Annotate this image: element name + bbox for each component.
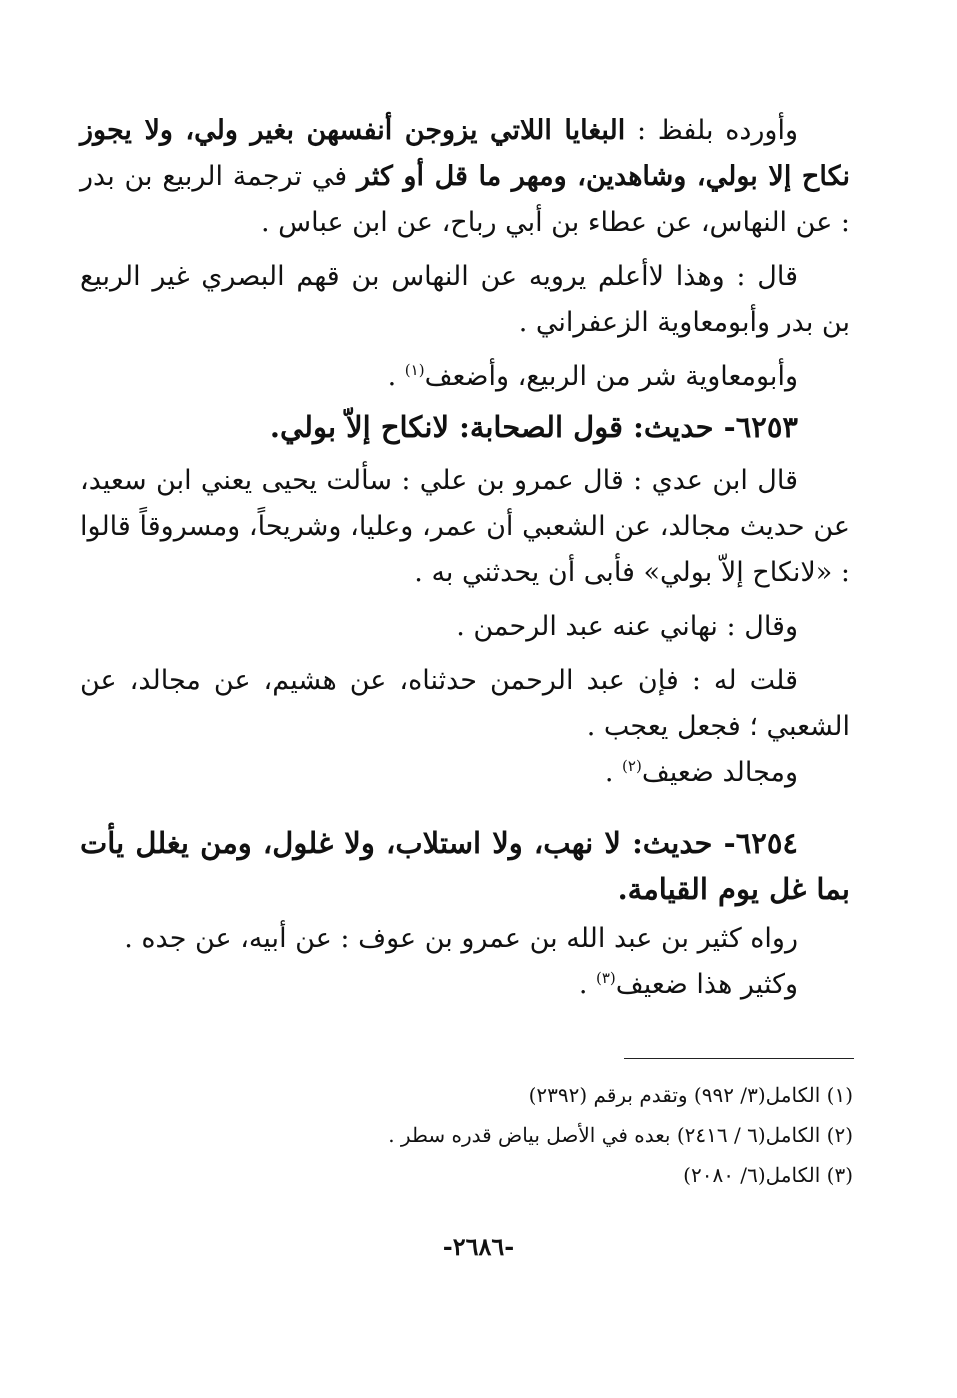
paragraph-4: قال ابن عدي : قال عمرو بن علي : سألت يحيى يعني ابن سعيد، عن حديث مجالد، عن الشعبي أن عمر، وعليا، وشريحاً، ومسروقاً قالوا : «لانكاح إلاّ بولي» فأبى أن يحدثني به . <box>80 465 850 588</box>
footnote-2: (٢) الكامل(٦ / ٢٤١٦) بعده في الأصل بياض قدره سطر . <box>388 1123 853 1147</box>
paragraph-7-text: ومجالد ضعيف <box>641 757 798 788</box>
hadith-6253-number: ٦٢٥٣- <box>723 410 798 444</box>
hadith-6253-text: حديث: قول الصحابة: لانكاح إلاّ بولي. <box>269 410 724 444</box>
main-text-top <box>80 108 850 400</box>
hadith-6254-block <box>80 820 850 912</box>
paragraph-8: رواه كثير بن عبد الله بن عمرو بن عوف : عن أبيه، عن جده . <box>124 923 798 954</box>
paragraph-7-end: . <box>604 757 623 788</box>
paragraph-9-end: . <box>578 969 596 1000</box>
main-text-bottom <box>80 916 850 1008</box>
paragraph-9 <box>80 962 850 1008</box>
main-text-middle <box>80 458 850 796</box>
hadith-6253-heading <box>80 404 850 450</box>
paragraph-2: قال : وهذا لاأعلم يرويه عن النهاس بن قهم البصري غير الربيع بن بدر وأبومعاوية الزعفراني . <box>80 261 850 338</box>
footnote-ref-3: (٣) <box>596 969 616 987</box>
footnote-ref-2: (٢) <box>622 757 642 775</box>
paragraph-9-text: وكثير هذا ضعيف <box>615 969 798 1000</box>
paragraph-1 <box>80 108 850 246</box>
paragraph-6: قلت له : فإن عبد الرحمن حدثناه، عن هشيم، عن مجالد، عن الشعبي ؛ فجعل يعجب . <box>80 665 850 742</box>
footnote-3: (٣) الكامل(٦/ ٢٠٨٠) <box>683 1163 853 1187</box>
paragraph-3-text: وأبومعاوية شر من الربيع، وأضعف <box>424 361 798 392</box>
hadith-6254-text: حديث: لا نهب، ولا استلاب، ولا غلول، ومن يغلل يأت بما غل يوم القيامة. <box>80 826 850 906</box>
hadith-6254-number: ٦٢٥٤- <box>723 826 798 860</box>
footnotes <box>300 1075 853 1195</box>
paragraph-7 <box>80 750 850 796</box>
hadith-6253-block <box>80 404 850 450</box>
page-number: -٢٦٨٦- <box>442 1232 515 1261</box>
hadith-6254-heading <box>80 820 850 912</box>
paragraph-3 <box>80 354 850 400</box>
paragraph-1-intro: وأورده بلفظ : <box>625 115 798 146</box>
hadith-quote: البغايا اللاتي يزوجن أنفسهن بغير ولي، ولا يجوز نكاح إلا بولي، وشاهدين، ومهر ما قل أو كثر <box>80 115 850 192</box>
footnote-1: (١) الكامل(٣/ ٩٩٢) وتقدم برقم (٢٣٩٢) <box>528 1083 853 1107</box>
paragraph-3-end: . <box>387 361 405 392</box>
paragraph-5: وقال : نهاني عنه عبد الرحمن . <box>456 611 798 642</box>
paragraph-1-rest: في ترجمة الربيع بن بدر : عن النهاس، عن عطاء بن أبي رباح، عن ابن عباس . <box>80 161 850 238</box>
footnote-separator <box>624 1058 854 1059</box>
footnote-ref-1: (١) <box>404 361 425 379</box>
